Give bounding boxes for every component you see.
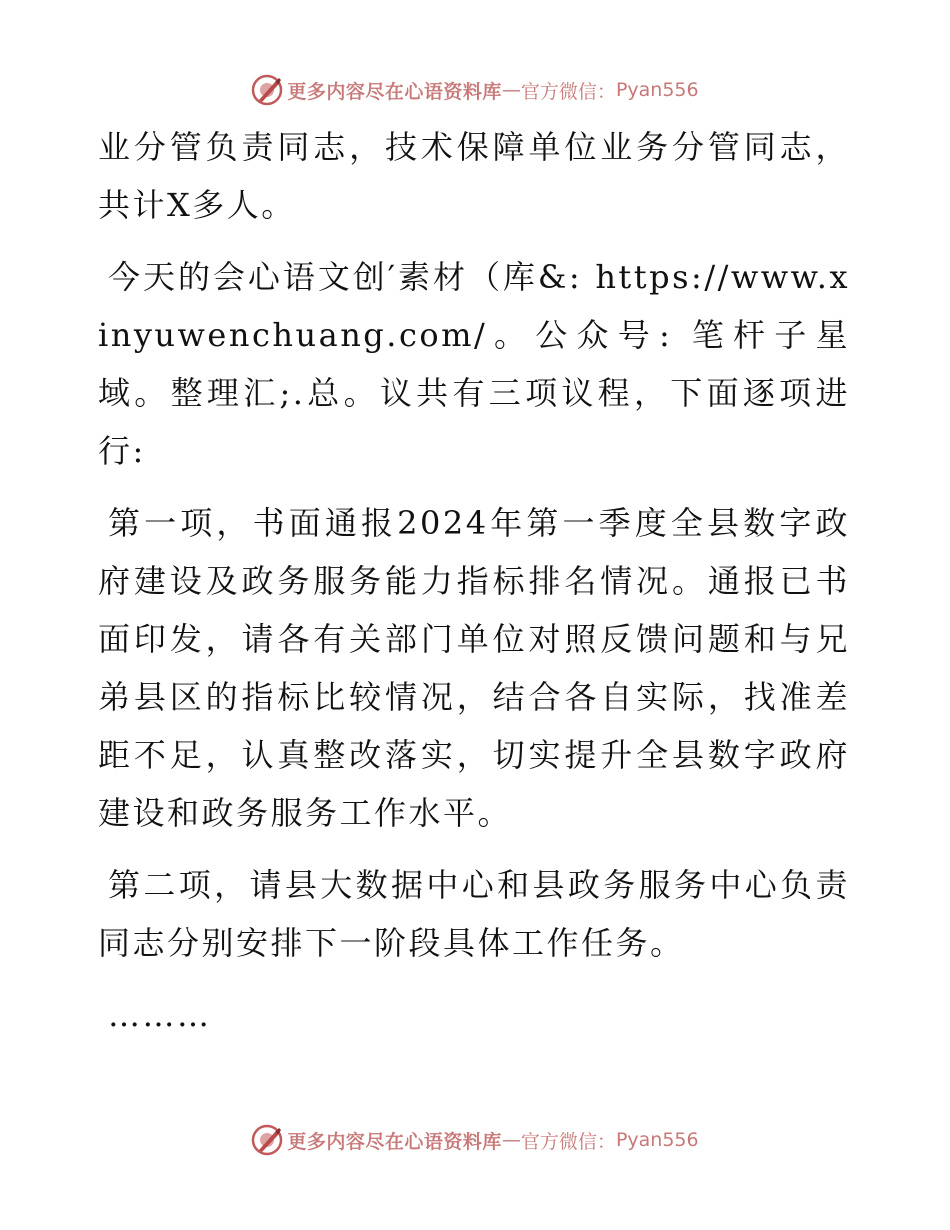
- watermark-account: Pyan556: [615, 79, 699, 101]
- paragraph-agenda-intro: 今天的会心语文创′素材（库&: https://www.xinyuwenchuang.com/。公众号: 笔杆子星域。整理汇;.总。议共有三项议程，下面逐项进行:: [98, 258, 850, 470]
- header-watermark: [0, 70, 950, 110]
- paragraph-item-two: 第二项，请县大数据中心和县政务服务中心负责同志分别安排下一阶段具体工作任务。: [98, 866, 850, 962]
- watermark-main-text: 更多内容尽在心语资料库: [287, 80, 502, 103]
- footer-watermark: [0, 1120, 950, 1160]
- watermark-sub-text: 官方微信：: [520, 1130, 616, 1153]
- watermark-main-text: 更多内容尽在心语资料库: [287, 1130, 502, 1153]
- paragraph-item-one: 第一项，书面通报2024年第一季度全县数字政府建设及政务服务能力指标排名情况。通报已书面印发，请各有关部门单位对照反馈问题和与兄弟县区的指标比较情况，结合各自实际，找准差距不足，认真整改落实，切实提升全县数字政府建设和政务服务工作水平。: [98, 504, 850, 832]
- pen-logo-icon: [251, 1124, 283, 1156]
- document-body: [98, 118, 850, 1044]
- watermark-sub-text: 官方微信：: [520, 80, 616, 103]
- pen-logo-icon: [251, 74, 283, 106]
- paragraph-ellipsis: ………: [108, 996, 212, 1034]
- paragraph-attendees: 业分管负责同志，技术保障单位业务分管同志，共计X多人。: [98, 128, 850, 224]
- watermark-dash: —: [501, 79, 521, 101]
- watermark-dash: —: [501, 1129, 521, 1151]
- watermark-account: Pyan556: [615, 1129, 699, 1151]
